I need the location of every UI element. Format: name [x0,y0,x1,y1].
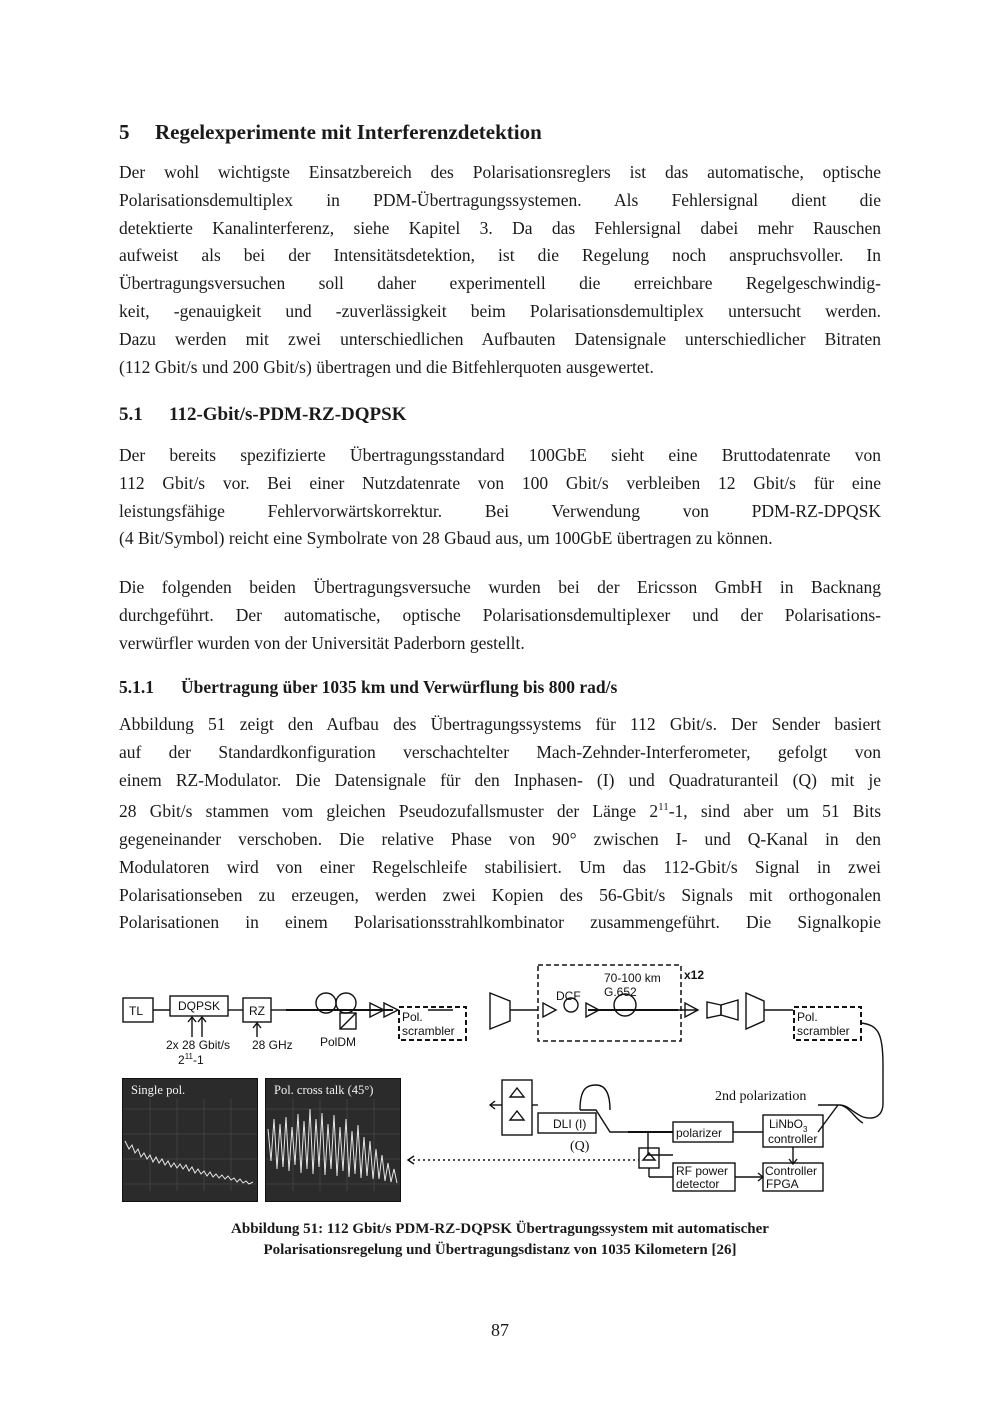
clock-label: 28 GHz [252,1038,293,1052]
figure-caption [100,1219,900,1261]
second-pol-label: 2nd polarization [715,1089,807,1104]
subsection-number: 5.1 [119,404,143,425]
controller-label: controller [768,1132,818,1146]
text-line: durchgeführt. Der automatische, optische Polarisationsdemultiplexer und der Polarisations- [119,604,881,625]
page-number: 87 [491,1320,509,1340]
text-line: Der bereits spezifizierte Übertragungsstandard 100GbE sieht eine Bruttodatenrate von [119,445,881,465]
pattern-exponent: 11 [184,1052,193,1061]
paragraph-experiments [119,574,881,657]
text-line: verwürfler wurden von der Universität Paderborn gestellt. [119,632,525,653]
subsubsection-title: Übertragung über 1035 km und Verwürflung bis 800 rad/s [181,677,618,697]
subsection-heading [119,404,407,426]
paragraph-setup [119,711,881,937]
text-line: keit, -genauigkeit und -zuverlässigkeit beim Polarisationsdemultiplex untersucht werden. [119,300,881,321]
scrambler-label-line: scrambler [797,1024,850,1038]
scope-cross-talk [265,1078,401,1202]
fiber-label: G.652 [604,985,637,999]
text-line: Abbildung 51 zeigt den Aufbau des Übertragungssystems für 112 Gbit/s. Der Sender basiert [119,714,881,734]
section-heading [119,120,542,145]
text-line: gegeneinander verschoben. Die relative Phase von 90° zwischen I- und Q-Kanal in den [119,829,881,850]
scope-single-pol [122,1078,258,1202]
text-line: leistungsfähige Fehlervorwärtskorrektur. Bei Verwendung von PDM-RZ-DPQSK [119,500,881,521]
rz-label: RZ [249,1004,265,1018]
text-line: Der wohl wichtigste Einsatzbereich des Polarisationsreglers ist das automatische, optische [119,162,881,182]
text-line: (4 Bit/Symbol) reicht eine Symbolrate von 28 Gbaud aus, um 100GbE übertragen zu können. [119,528,773,549]
pattern-tail: -1 [193,1053,204,1067]
caption-line: Abbildung 51: 112 Gbit/s PDM-RZ-DQPSK Übertragungssystem mit automatischer [231,1221,769,1237]
rf-label-line: RF power [676,1164,729,1178]
section-title: Regelexperimente mit Interferenzdetektion [155,120,542,144]
text-line: Die folgenden beiden Übertragungsversuche wurden bei der Ericsson GmbH in Backnang [119,577,881,597]
fpga-label-line: Controller [765,1164,818,1178]
linbo-label: LiNbO [769,1117,804,1131]
span-label: 70-100 km [604,971,661,985]
dli-label: DLI (I) [553,1117,587,1131]
paragraph-standard [119,442,881,553]
paragraph-intro [119,159,881,381]
text-line: auf der Standardkonfiguration verschachtelter Mach-Zehnder-Interferometer, gefolgt von [119,741,881,762]
scrambler-label-line: scrambler [402,1024,455,1038]
subsubsection-heading [119,677,617,698]
subsection-title: 112-Gbit/s-PDM-RZ-DQPSK [169,404,407,425]
subsubsection-number: 5.1.1 [119,677,154,697]
scrambler-label-line: Pol. [402,1010,423,1024]
text-line: einem RZ-Modulator. Die Datensignale für den Inphasen- (I) und Quadraturanteil (Q) mit je [119,769,881,790]
section-number: 5 [119,120,130,144]
linbo-subscript: 3 [803,1125,808,1134]
polarizer-label: polarizer [676,1126,723,1140]
text-line: Übertragungsversuchen soll daher experimentell die erreichbare Regelgeschwindig- [119,273,881,294]
scrambler-label-line: Pol. [797,1010,818,1024]
text-fragment: 28 Gbit/s stammen vom gleichen Pseudozufallsmuster der Länge 2 [119,801,659,822]
text-line: Polarisationseben zu erzeugen, werden zwei Kopien des 56-Gbit/s Signals mit orthogonalen [119,884,881,905]
q-label: (Q) [570,1139,590,1154]
caption-line: Polarisationsregelung und Übertragungsdistanz von 1035 Kilometern [26] [263,1242,737,1258]
text-line: Polarisationsdemultiplex in PDM-Übertragungssystemen. Als Fehlersignal dient die [119,189,881,210]
figure-51 [118,955,893,1205]
text-line: (112 Gbit/s und 200 Gbit/s) übertragen und die Bitfehlerquoten ausgewertet. [119,356,654,377]
scope-title: Pol. cross talk (45°) [274,1083,374,1097]
fpga-label-line: FPGA [766,1177,799,1191]
text-line: 112 Gbit/s vor. Bei einer Nutzdatenrate von 100 Gbit/s verbleiben 12 Gbit/s für eine [119,472,881,493]
text-line [119,794,881,826]
text-line: detektierte Kanalinterferenz, siehe Kapitel 3. Da das Fehlersignal dabei mehr Rauschen [119,217,881,238]
text-line: Dazu werden mit zwei unterschiedlichen Aufbauten Datensignale unterschiedlicher Bitraten [119,328,881,349]
dqpsk-label: DQPSK [178,999,221,1013]
text-line: aufweist als bei der Intensitätsdetektion, ist die Regelung noch anspruchsvoller. In [119,245,881,266]
rf-label-line: detector [676,1177,720,1191]
superscript: 11 [658,801,669,814]
scope-title: Single pol. [131,1083,186,1097]
dcf-label: DCF [556,989,581,1003]
text-fragment: -1, sind aber um 51 Bits [668,801,882,822]
svg-text:211-1 [178,1052,204,1067]
pattern-base: 2 [178,1053,185,1067]
repeat-label: x12 [684,968,705,982]
poldm-label: PolDM [320,1035,357,1049]
text-line: Modulatoren wird von einer Regelschleife stabilisiert. Um das 112-Gbit/s Signal in zwei [119,856,881,877]
data-rate-label: 2x 28 Gbit/s [166,1038,231,1052]
tl-label: TL [129,1004,144,1018]
text-line: Polarisationen in einem Polarisationsstrahlkombinator zusammengeführt. Die Signalkopie [119,912,881,933]
